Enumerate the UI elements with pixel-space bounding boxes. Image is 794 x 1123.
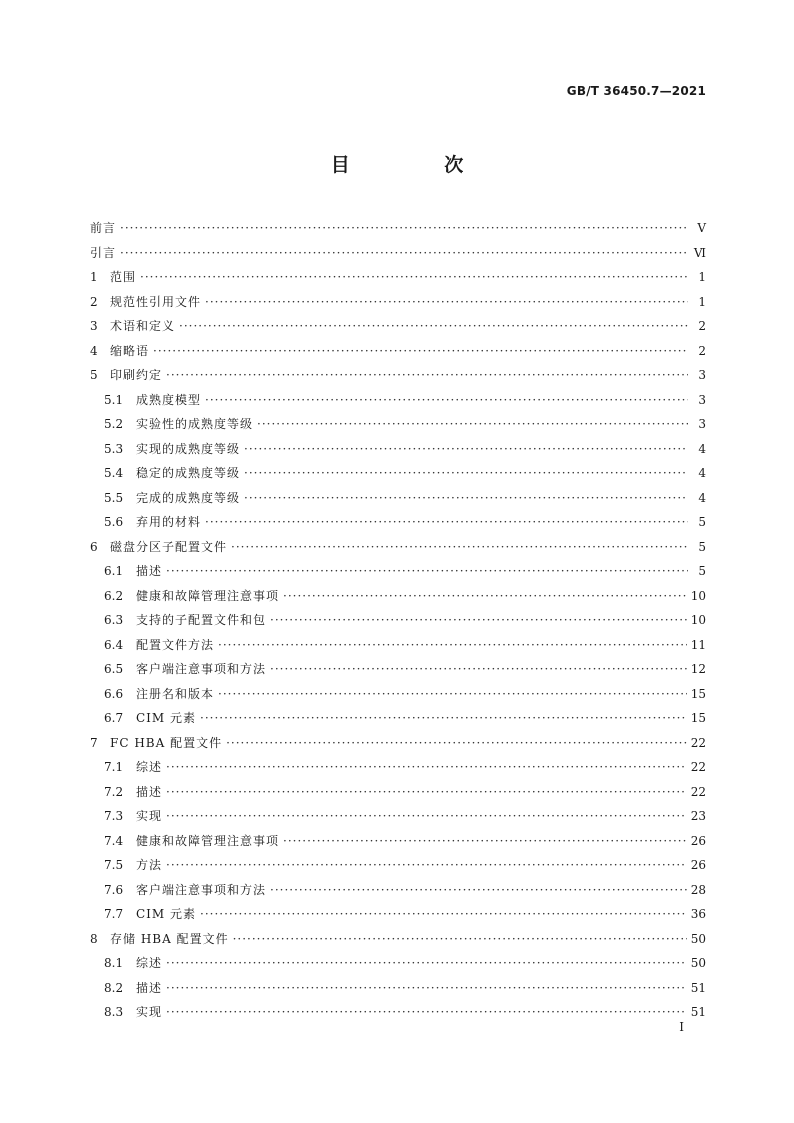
dot-leader — [120, 241, 688, 266]
toc-entry-page: Ⅵ — [693, 245, 706, 260]
toc-entry-title: CIM 元素 — [136, 907, 197, 921]
toc-entry-title: 描述 — [136, 980, 163, 995]
toc-entry-title: 实验性的成熟度等级 — [136, 417, 254, 431]
toc-entry[interactable] — [90, 927, 706, 952]
toc-entry-number: 5.1 — [104, 392, 124, 407]
toc-entry-title: 范围 — [110, 270, 137, 284]
toc-entry[interactable] — [90, 290, 706, 315]
toc-entry-number: 6.2 — [104, 588, 124, 603]
toc-entry-number: 7.4 — [104, 833, 124, 848]
toc-entry-title: 客户端注意事项和方法 — [136, 662, 267, 676]
dot-leader — [218, 682, 687, 707]
toc-entry[interactable] — [90, 804, 706, 829]
toc-entry-page: 5 — [698, 515, 706, 529]
dot-leader — [270, 878, 687, 903]
toc-entry[interactable] — [90, 878, 706, 903]
dot-leader — [257, 412, 688, 437]
toc-entry-title: 支持的子配置文件和包 — [136, 613, 267, 627]
toc-entry-page: 50 — [690, 956, 706, 970]
toc-entry-page: 15 — [690, 686, 706, 701]
toc-entry-page: 1 — [698, 270, 706, 284]
toc-entry-page: 51 — [690, 1005, 706, 1019]
dot-leader — [233, 927, 687, 952]
toc-entry-page: 51 — [690, 980, 706, 995]
toc-entry[interactable] — [90, 535, 706, 560]
dot-leader — [166, 559, 688, 584]
toc-entry-page: 22 — [690, 760, 706, 774]
toc-entry-title: 综述 — [136, 760, 163, 774]
toc-entry-title: 注册名和版本 — [136, 686, 215, 701]
toc-entry[interactable] — [90, 633, 706, 658]
toc-entry-title: 实现 — [136, 1005, 163, 1019]
toc-entry[interactable] — [90, 755, 706, 780]
dot-leader — [244, 437, 688, 462]
toc-entry[interactable] — [90, 363, 706, 388]
toc-entry-page: 1 — [698, 294, 706, 309]
toc-entry[interactable] — [90, 265, 706, 290]
dot-leader — [166, 853, 687, 878]
toc-entry-title: 客户端注意事项和方法 — [136, 882, 267, 897]
toc-entry-number: 5.2 — [104, 417, 124, 431]
toc-entry-number: 6.1 — [104, 564, 124, 578]
toc-entry-page: 3 — [698, 392, 706, 407]
toc-entry[interactable] — [90, 682, 706, 707]
toc-entry-number: 7.3 — [104, 809, 124, 823]
toc-entry-number: 5.3 — [104, 441, 124, 456]
toc-entry-title: 健康和故障管理注意事项 — [136, 588, 280, 603]
toc-entry-number: 5.6 — [104, 515, 124, 529]
toc-entry-page: 10 — [690, 588, 706, 603]
toc-entry-title: 前言 — [90, 221, 117, 235]
toc-entry[interactable] — [90, 437, 706, 462]
toc-entry-number: 6 — [90, 539, 98, 554]
toc-entry[interactable] — [90, 829, 706, 854]
toc-entry[interactable] — [90, 510, 706, 535]
toc-entry[interactable] — [90, 388, 706, 413]
toc-entry[interactable] — [90, 412, 706, 437]
toc-entry-page: 12 — [690, 662, 706, 676]
toc-entry-number: 8.1 — [104, 956, 124, 970]
toc-entry-title: 描述 — [136, 564, 163, 578]
toc-entry-page: 2 — [698, 319, 706, 333]
table-of-contents — [90, 216, 706, 1025]
dot-leader — [166, 755, 687, 780]
toc-entry-title: 成熟度模型 — [136, 392, 202, 407]
toc-entry-page: 22 — [690, 735, 706, 750]
toc-entry-page: 4 — [698, 490, 706, 505]
dot-leader — [200, 706, 687, 731]
toc-entry-page: 11 — [690, 637, 706, 652]
toc-entry-title: 磁盘分区子配置文件 — [110, 539, 228, 554]
toc-entry-number: 8 — [90, 931, 98, 946]
toc-entry-title: 存储 HBA 配置文件 — [110, 931, 229, 946]
toc-entry-title: 方法 — [136, 858, 163, 872]
toc-entry-page: 4 — [698, 466, 706, 480]
toc-entry-number: 7.1 — [104, 760, 124, 774]
dot-leader — [244, 461, 688, 486]
toc-entry[interactable] — [90, 706, 706, 731]
toc-entry-page: 23 — [690, 809, 706, 823]
toc-entry[interactable] — [90, 902, 706, 927]
toc-entry-number: 5.5 — [104, 490, 124, 505]
toc-entry-title: CIM 元素 — [136, 711, 197, 725]
dot-leader — [200, 902, 687, 927]
toc-entry-number: 6.6 — [104, 686, 124, 701]
toc-entry[interactable] — [90, 731, 706, 756]
toc-entry[interactable] — [90, 853, 706, 878]
toc-entry-page: 3 — [698, 368, 706, 382]
dot-leader — [283, 829, 687, 854]
toc-entry-title: 配置文件方法 — [136, 637, 215, 652]
toc-entry-page: Ⅴ — [697, 221, 706, 235]
toc-entry-title: FC HBA 配置文件 — [110, 735, 223, 750]
dot-leader — [205, 510, 688, 535]
toc-entry-number: 8.2 — [104, 980, 124, 995]
dot-leader — [166, 804, 687, 829]
toc-entry-title: 引言 — [90, 245, 117, 260]
toc-entry-title: 缩略语 — [110, 343, 150, 358]
toc-entry[interactable] — [90, 1000, 706, 1025]
toc-entry-title: 实现的成熟度等级 — [136, 441, 241, 456]
toc-entry[interactable] — [90, 559, 706, 584]
toc-entry[interactable] — [90, 951, 706, 976]
toc-entry-title: 完成的成熟度等级 — [136, 490, 241, 505]
dot-leader — [205, 290, 688, 315]
toc-entry-title: 印刷约定 — [110, 368, 163, 382]
toc-entry-title: 健康和故障管理注意事项 — [136, 833, 280, 848]
dot-leader — [166, 363, 688, 388]
toc-entry-number: 2 — [90, 294, 98, 309]
standard-code: GB/T 36450.7—2021 — [566, 84, 706, 98]
dot-leader — [166, 1000, 687, 1025]
dot-leader — [166, 951, 687, 976]
toc-entry-title: 描述 — [136, 784, 163, 799]
toc-entry-page: 4 — [698, 441, 706, 456]
toc-entry[interactable] — [90, 241, 706, 266]
toc-entry-page: 5 — [698, 564, 706, 578]
toc-entry[interactable] — [90, 780, 706, 805]
toc-entry-title: 稳定的成熟度等级 — [136, 466, 241, 480]
toc-entry[interactable] — [90, 608, 706, 633]
toc-entry-page: 22 — [690, 784, 706, 799]
dot-leader — [270, 657, 687, 682]
toc-entry-page: 26 — [690, 833, 706, 848]
page-title: 目 次 — [330, 154, 508, 176]
dot-leader — [283, 584, 687, 609]
toc-entry[interactable] — [90, 657, 706, 682]
dot-leader — [166, 976, 687, 1001]
toc-entry-title: 规范性引用文件 — [110, 294, 202, 309]
toc-entry-page: 3 — [698, 417, 706, 431]
toc-entry-number: 7.6 — [104, 882, 124, 897]
toc-entry-page: 28 — [690, 882, 706, 897]
toc-entry[interactable] — [90, 216, 706, 241]
dot-leader — [244, 486, 688, 511]
toc-entry-page: 2 — [698, 343, 706, 358]
toc-entry-page: 10 — [690, 613, 706, 627]
dot-leader — [140, 265, 688, 290]
dot-leader — [231, 535, 688, 560]
toc-entry-page: 36 — [690, 907, 706, 921]
toc-entry-number: 6.7 — [104, 711, 124, 725]
toc-entry-number: 7.7 — [104, 907, 124, 921]
toc-entry-number: 7 — [90, 735, 98, 750]
toc-entry-page: 5 — [698, 539, 706, 554]
dot-leader — [226, 731, 687, 756]
toc-entry-number: 3 — [90, 319, 98, 333]
toc-entry-page: 50 — [690, 931, 706, 946]
toc-entry-number: 6.5 — [104, 662, 124, 676]
toc-entry-title: 实现 — [136, 809, 163, 823]
toc-entry[interactable] — [90, 314, 706, 339]
toc-entry-number: 4 — [90, 343, 98, 358]
toc-entry-number: 6.3 — [104, 613, 124, 627]
toc-entry-number: 6.4 — [104, 637, 124, 652]
page-number: Ⅰ — [679, 1020, 684, 1034]
dot-leader — [179, 314, 688, 339]
dot-leader — [270, 608, 687, 633]
toc-entry-number: 5.4 — [104, 466, 124, 480]
toc-entry-number: 1 — [90, 270, 98, 284]
toc-entry[interactable] — [90, 976, 706, 1001]
toc-entry[interactable] — [90, 486, 706, 511]
toc-entry[interactable] — [90, 339, 706, 364]
toc-entry-title: 弃用的材料 — [136, 515, 202, 529]
dot-leader — [218, 633, 687, 658]
toc-entry[interactable] — [90, 461, 706, 486]
toc-entry-title: 综述 — [136, 956, 163, 970]
dot-leader — [166, 780, 687, 805]
toc-entry-number: 7.2 — [104, 784, 124, 799]
toc-entry-title: 术语和定义 — [110, 319, 176, 333]
dot-leader — [153, 339, 688, 364]
toc-entry[interactable] — [90, 584, 706, 609]
toc-entry-page: 15 — [690, 711, 706, 725]
toc-entry-number: 5 — [90, 368, 98, 382]
toc-entry-page: 26 — [690, 858, 706, 872]
dot-leader — [120, 216, 688, 241]
dot-leader — [205, 388, 688, 413]
toc-entry-number: 8.3 — [104, 1005, 124, 1019]
toc-entry-number: 7.5 — [104, 858, 124, 872]
